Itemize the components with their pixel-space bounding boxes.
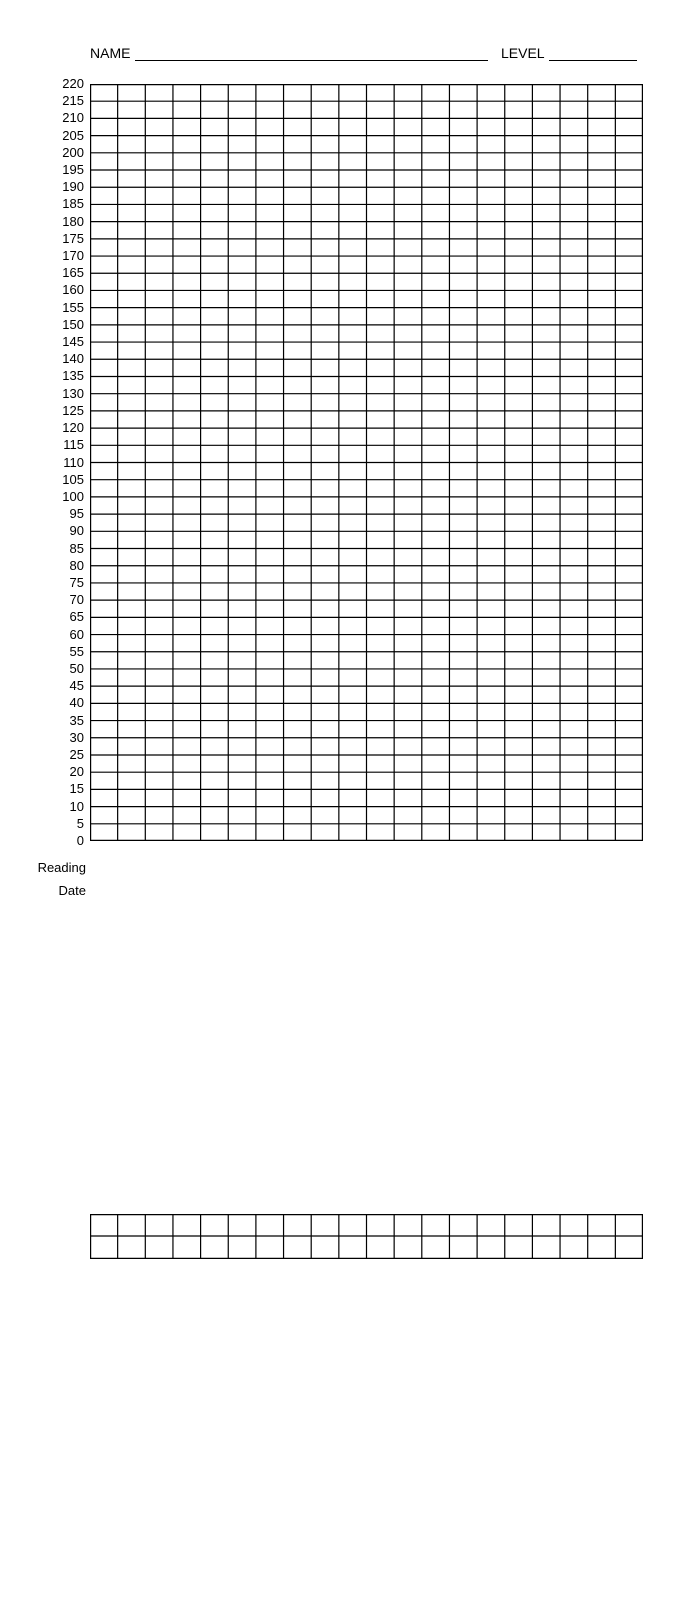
y-tick-label: 30 [69,729,84,745]
y-tick-label: 25 [69,746,84,762]
y-tick-label: 150 [62,316,84,332]
y-tick-label: 135 [62,368,84,384]
y-tick-label: 0 [76,833,84,848]
y-tick-label: 145 [62,334,84,350]
y-tick-label: 35 [69,712,84,728]
y-tick-label: 60 [69,626,84,642]
y-tick-label: 70 [69,592,84,608]
footer-row-label-date: Date [58,883,86,898]
y-tick-label: 200 [62,144,84,160]
y-tick-label: 170 [62,248,84,264]
y-tick-label: 140 [62,351,84,367]
footer-row-label-reading: Reading [37,860,86,875]
y-tick-label: 195 [62,162,84,178]
y-tick-label: 100 [62,488,84,504]
y-tick-label: 110 [63,454,84,470]
y-tick-label: 165 [62,265,84,281]
y-tick-label: 130 [62,385,84,401]
level-label: LEVEL [501,45,545,61]
y-tick-label: 210 [62,110,84,126]
y-tick-label: 175 [62,230,84,246]
header [90,44,650,64]
y-tick-label: 85 [69,540,84,556]
y-tick-label: 155 [62,299,84,315]
y-tick-label: 20 [69,764,84,780]
level-field[interactable] [549,60,637,61]
footer-grid-lines [90,858,643,1615]
reading-chart-grid[interactable] [90,84,643,841]
y-tick-label: 80 [69,557,84,573]
y-tick-label: 160 [62,282,84,298]
y-tick-label: 120 [62,420,84,436]
name-label: NAME [90,45,131,61]
chart-grid-lines [90,84,643,841]
y-tick-label: 220 [62,76,84,91]
y-tick-label: 5 [76,815,84,831]
y-tick-label: 90 [69,523,84,539]
y-tick-label: 115 [63,437,84,453]
y-tick-label: 15 [69,781,84,797]
y-tick-label: 50 [69,660,84,676]
y-tick-label: 105 [62,471,84,487]
y-tick-label: 10 [69,798,84,814]
y-tick-label: 55 [69,643,84,659]
y-tick-label: 190 [62,179,84,195]
y-tick-label: 75 [69,574,84,590]
y-tick-label: 185 [62,196,84,212]
reading-date-table[interactable] [90,858,643,903]
y-tick-label: 45 [69,678,84,694]
y-tick-label: 205 [62,127,84,143]
y-tick-label: 215 [62,93,84,109]
y-tick-label: 40 [69,695,84,711]
y-tick-label: 65 [69,609,84,625]
y-tick-label: 125 [62,402,84,418]
y-tick-label: 180 [62,213,84,229]
y-tick-label: 95 [69,506,84,522]
name-field[interactable] [135,60,488,61]
